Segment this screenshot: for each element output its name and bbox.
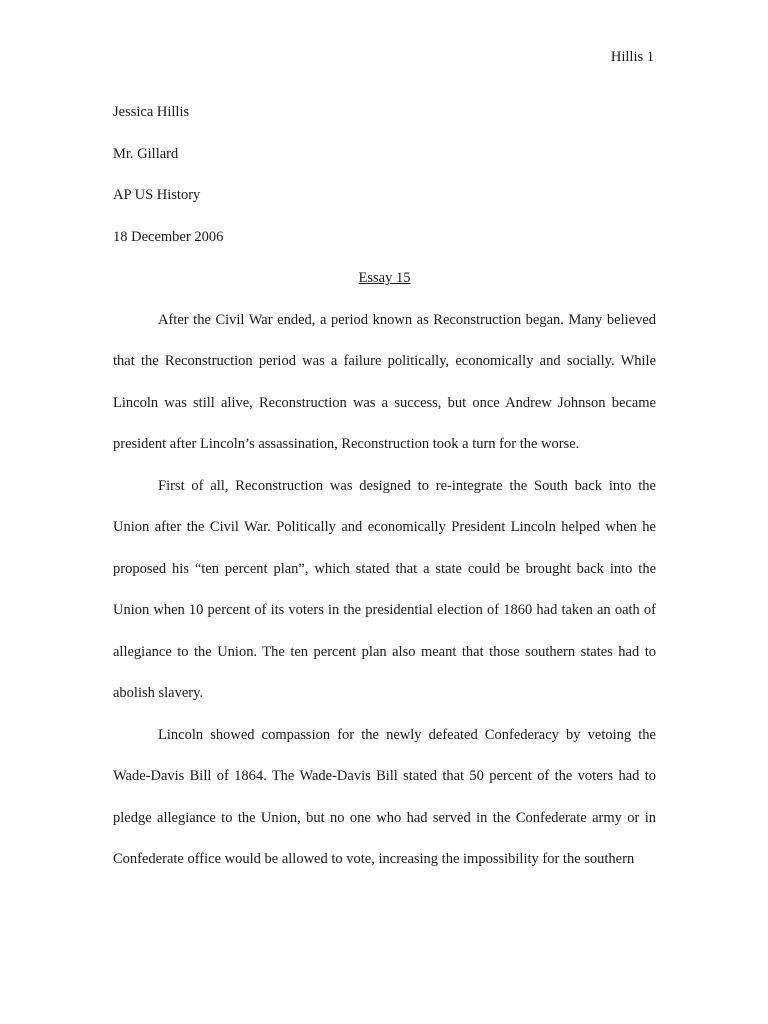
paragraph-1: After the Civil War ended, a period known as Reconstruction began. Many believed that the Reconstruction period was a failure politically, economically and socially. While Lincoln was still alive, Reconstruction was a success, but once Andrew Johnson became president after Lincoln’s assassination, Reconstruction took a turn for the worse.	[113, 311, 656, 452]
paragraph-3: Lincoln showed compassion for the newly defeated Confederacy by vetoing the Wade-Davis Bill of 1864. The Wade-Davis Bill stated that 50 percent of the voters had to pledge allegiance to the Union, but no one who had served in the Confederate army or in Confederate office would be allowed to vote, increasing the impossibility for the southern	[113, 726, 656, 867]
teacher-name: Mr. Gillard	[113, 145, 179, 162]
author-name: Jessica Hillis	[113, 104, 190, 120]
page-header-number: Hillis 1	[610, 49, 654, 65]
essay-body	[113, 92, 656, 881]
essay-title: Essay 15	[358, 270, 411, 286]
course-name: AP US History	[113, 187, 201, 203]
essay-date: 18 December 2006	[113, 228, 224, 245]
paragraph-2: First of all, Reconstruction was designed to re-integrate the South back into the Union after the Civil War. Politically and economically President Lincoln helped when he proposed his “ten percent plan”, which stated that a state could be brought back into the Union when 10 percent of its voters in the presidential election of 1860 had taken an oath of allegiance to the Union. The ten percent plan also meant that those southern states had to abolish slavery.	[113, 477, 656, 701]
